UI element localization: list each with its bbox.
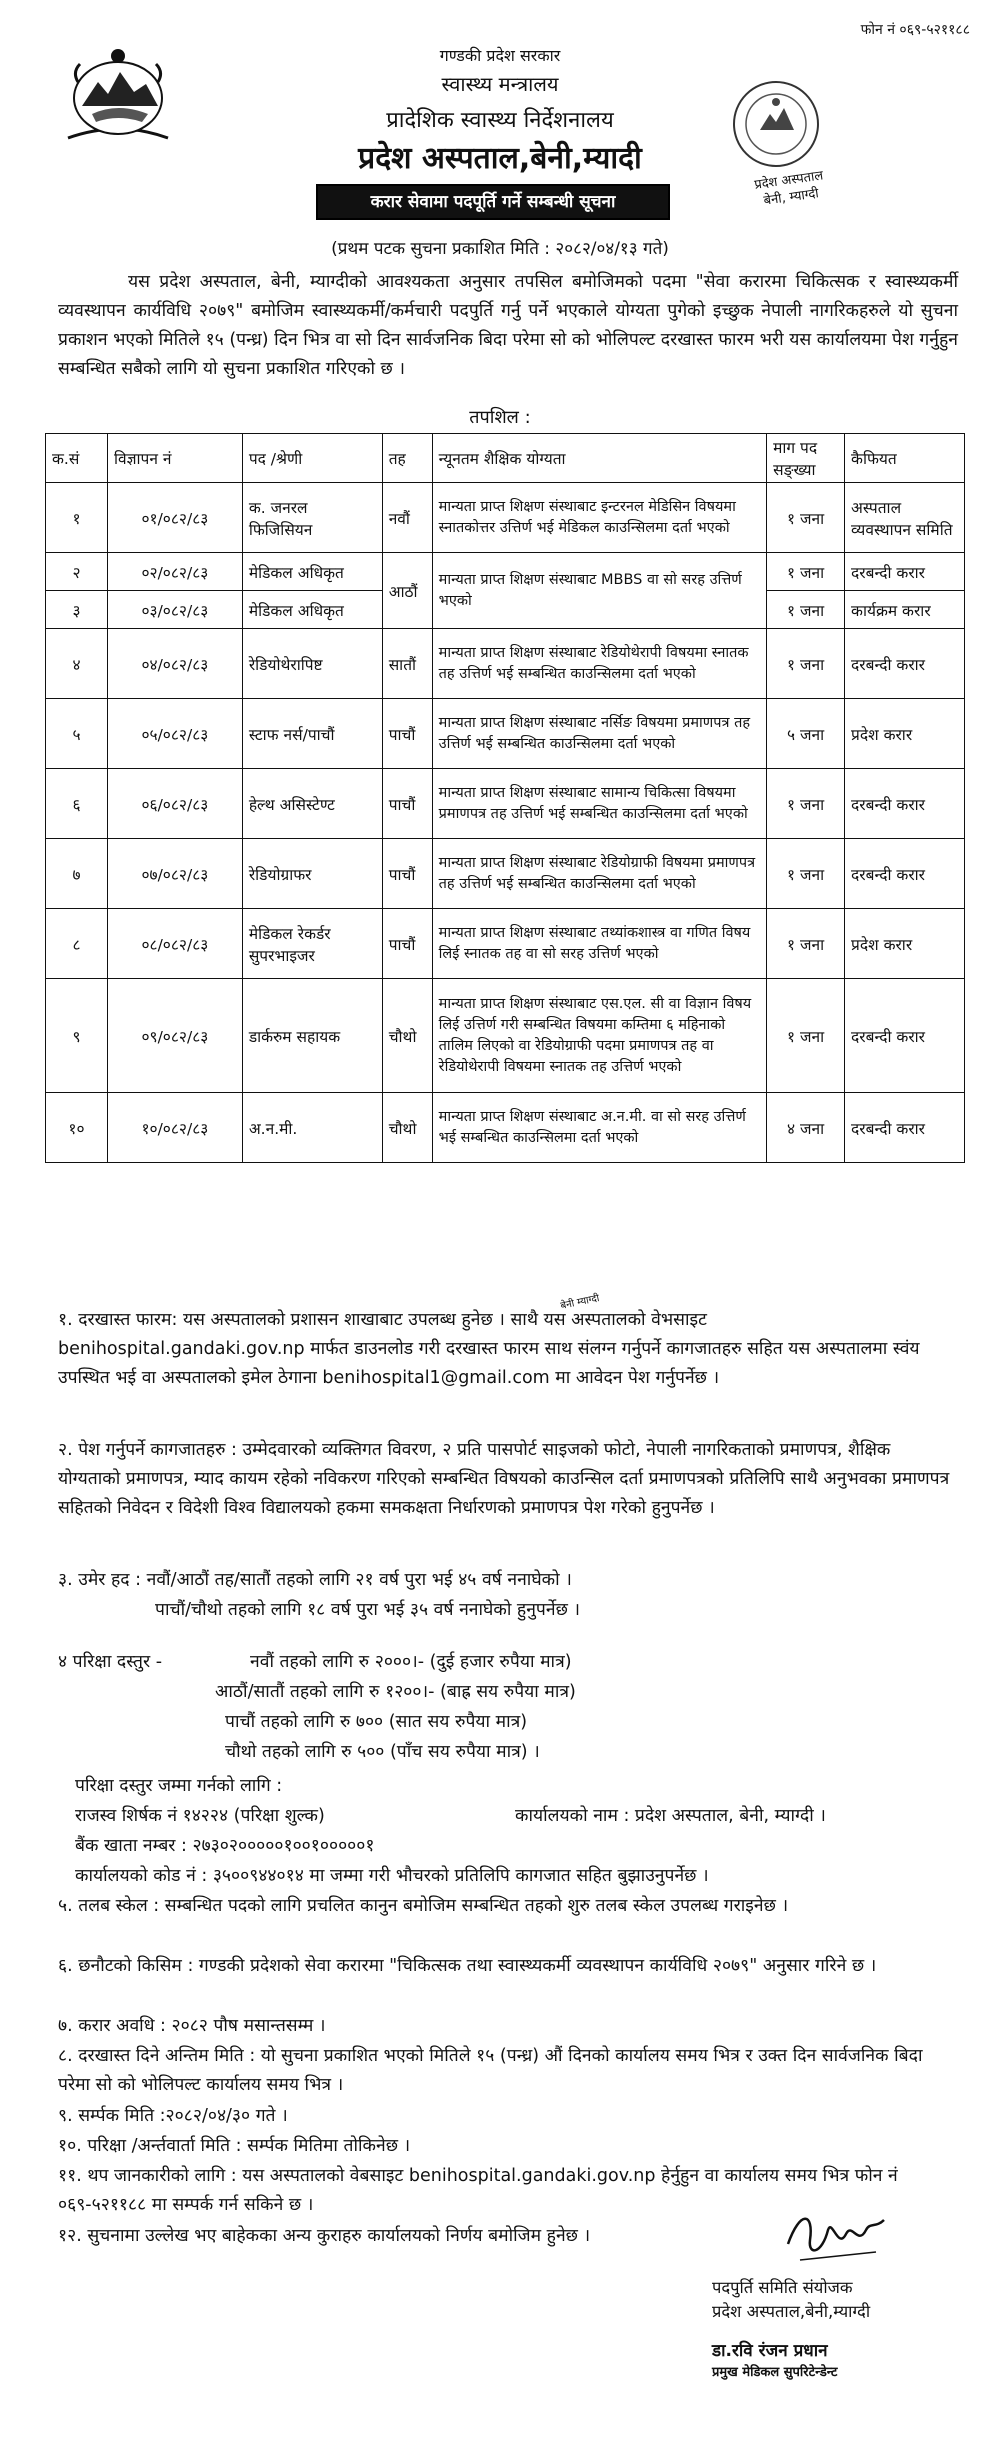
section-contact-date: ९. सर्म्पक मिति :२०८२/०४/३० गते । [58, 2106, 288, 2126]
table-row: १० १०/०८२/८३ अ.न.मी. चौथो मान्यता प्राप्त शिक्षण संस्थाबाट अ.न.मी. वा सो सरह उत्तिर्ण भई सम्बन्धित काउन्सिलमा दर्ता भएको ४ जना दरबन्दी करार [46, 1093, 965, 1163]
notice-title: करार सेवामा पदपूर्ति गर्ने सम्बन्धी सूचना [316, 184, 670, 220]
header-province: गण्डकी प्रदेश सरकार [439, 46, 561, 65]
section-selection: ६. छनौटको किसिम : गण्डकी प्रदेशको सेवा करारमा "चिकित्सक तथा स्वास्थ्यकर्मी व्यवस्थापन कार्यविधि २०७९" अनुसार गरिने छ । [58, 1956, 877, 1976]
fee-office-code: कार्यालयको कोड नं : ३५००९४४०१४ मा जम्मा गरी भौचरको प्रतिलिपि कागजात सहित बुझाउनुपर्नेछ । [75, 1866, 709, 1886]
section-salary-scale: ५. तलब स्केल : सम्बन्धित पदको लागि प्रचलित कानुन बमोजिम सम्बन्धित तहको शुरु तलब स्केल उपलब्ध गराइनेछ । [58, 1896, 789, 1916]
tapsil-label: तपशिल : [469, 407, 531, 428]
seal-text: प्रदेश अस्पताल बेनी, म्याग्दी [753, 168, 825, 209]
table-row: ४ ०४/०८२/८३ रेडियोथेरापिष्ट सातौं मान्यता प्राप्त शिक्षण संस्थाबाट रेडियोथेरापी विषयमा स्नातक तह उत्तिर्ण भई सम्बन्धित काउन्सिलमा दर्ता भएको १ जना दरबन्दी करार [46, 629, 965, 699]
col-level: तह [382, 434, 432, 483]
office-seal-icon [730, 78, 822, 170]
table-row: १ ०१/०८२/८३ क. जनरल फिजिसियन नवौं मान्यता प्राप्त शिक्षण संस्थाबाट इन्टरनल मेडिसिन विषयमा स्नातकोत्तर उत्तिर्ण भई मेडिकल काउन्सिलमा दर्ता भएको १ जना अस्पताल व्यवस्थापन समिति [46, 483, 965, 553]
fee-level-8-7: आठौं/सातौं तहको लागि रु १२००।- (बाह्र सय रुपैया मात्र) [215, 1682, 576, 1702]
fee-level-5: पाचौं तहको लागि रु ७०० (सात सय रुपैया मात्र) [225, 1712, 528, 1732]
col-count: माग पद सङ्ख्या [767, 434, 845, 483]
signatory-name: डा.रवि रंजन प्रधान [712, 2341, 828, 2361]
fee-office-name: कार्यालयको नाम : प्रदेश अस्पताल, बेनी, म्याग्दी । [515, 1806, 826, 1826]
phone-number: फोन नं ०६९-५२११८८ [860, 22, 970, 38]
fee-revenue-head: राजस्व शिर्षक नं १४२२४ (परिक्षा शुल्क) [75, 1806, 325, 1826]
fee-deposit-title: परिक्षा दस्तुर जम्मा गर्नको लागि : [75, 1776, 283, 1796]
section-exam-date: १०. परिक्षा /अर्न्तवार्ता मिति : सर्म्पक मितिमा तोकिनेछ । [58, 2136, 411, 2156]
header-hospital: प्रदेश अस्पताल,बेनी,म्यादी [358, 141, 642, 176]
table-header-row [46, 434, 965, 483]
header-directorate: प्रादेशिक स्वास्थ्य निर्देशनालय [386, 108, 614, 133]
section-application-form: १. दरखास्त फारम: यस अस्पतालको प्रशासन शाखाबाट उपलब्ध हुनेछ । साथै यस अस्पतालको वेभसाइट benihospital.gandaki.gov.np मार्फत डाउनलोड गरी दरखास्त फारम साथ संलग्न गर्नुपर्ने कागजातहरु सहित यस अस्पतालमा स्वंय उपस्थित भई वा अस्पतालको इमेल ठेगाना benihospital1@gmail.com मा आवेदन पेश गर्नुपर्नेछ । [58, 1310, 920, 1388]
col-post: पद /श्रेणी [242, 434, 382, 483]
col-sn: क.सं [46, 434, 108, 483]
signatory-office: प्रदेश अस्पताल,बेनी,म्याग्दी [712, 2302, 871, 2321]
table-row: ७ ०७/०८२/८३ रेडियोग्राफर पाचौं मान्यता प्राप्त शिक्षण संस्थाबाट रेडियोग्राफी विषयमा प्रमाणपत्र तह उत्तिर्ण भई सम्बन्धित काउन्सिलमा दर्ता भएको १ जना दरबन्दी करार [46, 839, 965, 909]
table-row: २ ०२/०८२/८३ मेडिकल अधिकृत आठौं मान्यता प्राप्त शिक्षण संस्थाबाट MBBS वा सो सरह उत्तिर्ण भएको १ जना दरबन्दी करार [46, 553, 965, 591]
fee-level-4: चौथो तहको लागि रु ५०० (पाँच सय रुपैया मात्र) । [225, 1742, 540, 1762]
table-row: ९ ०९/०८२/८३ डार्करुम सहायक चौथो मान्यता प्राप्त शिक्षण संस्थाबाट एस.एल. सी वा विज्ञान विषय लिई उत्तिर्ण गरी सम्बन्धित विषयमा कम्तिमा ६ महिनाको तालिम लिएको वा रेडियोग्राफी पदमा प्रमाणपत्र तह वा रेडियोथेरापी विषयमा स्नातक तह उत्तिर्ण भएको १ जना दरबन्दी करार [46, 979, 965, 1093]
section-age-limit-1: ३. उमेर हद : नवौं/आठौं तह/सातौं तहको लागि २१ वर्ष पुरा भई ४५ वर्ष ननाघेको । [58, 1570, 572, 1590]
col-qualification: न्यूनतम शैक्षिक योग्यता [432, 434, 766, 483]
table-row: ५ ०५/०८२/८३ स्टाफ नर्स/पाचौं पाचौं मान्यता प्राप्त शिक्षण संस्थाबाट नर्सिङ विषयमा प्रमाणपत्र तह उत्तिर्ण भई सम्बन्धित काउन्सिलमा दर्ता भएको ५ जना प्रदेश करार [46, 699, 965, 769]
publish-date: (प्रथम पटक सुचना प्रकाशित मिति : २०८२/०४/१३ गते) [331, 239, 669, 259]
intro-paragraph: यस प्रदेश अस्पताल, बेनी, म्याग्दीको आवश्यकता अनुसार तपसिल बमोजिमको पदमा "सेवा करारमा चिकित्सक र स्वास्थ्यकर्मी व्यवस्थापन कार्यविधि २०७९" बमोजिम स्वास्थ्यकर्मी/कर्मचारी पदपुर्ति गर्नु पर्ने भएकाले योग्यता पुगेको इच्छुक नेपाली नागरिकहरुले यो सुचना प्रकाशन भएको मितिले १५ (पन्ध्र) दिन भित्र वा सो दिन सार्वजनिक बिदा परेमा सो को भोलिपल्ट दरखास्त फारम भरी यस कार्यालयमा पेश गर्नुहुन सम्बन्धित सबैको लागि यो सुचना प्रकाशित गरिएको छ । [58, 272, 958, 379]
table-row: ६ ०६/०८२/८३ हेल्थ असिस्टेण्ट पाचौं मान्यता प्राप्त शिक्षण संस्थाबाट सामान्य चिकित्सा विषयमा प्रमाणपत्र तह उत्तिर्ण भई सम्बन्धित काउन्सिलमा दर्ता भएको १ जना दरबन्दी करार [46, 769, 965, 839]
vacancy-table [45, 433, 965, 1163]
col-remark: कैफियत [845, 434, 965, 483]
fee-level-9: नवौं तहको लागि रु २०००।- (दुई हजार रुपैया मात्र) [250, 1652, 572, 1672]
small-stamp: बेनी म्याग्दी [559, 1292, 601, 1312]
section-other: १२. सुचनामा उल्लेख भए बाहेकका अन्य कुराहरु कार्यालयको निर्णय बमोजिम हुनेछ । [58, 2226, 591, 2246]
signatory-role: पदपुर्ति समिति संयोजक प्रदेश अस्पताल,बेनी,म्याग्दी [712, 2276, 972, 2324]
section-age-limit-2: पाचौं/चौथो तहको लागि १८ वर्ष पुरा भई ३५ वर्ष ननाघेको हुनुपर्नेछ । [155, 1600, 581, 1620]
section-contract-period: ७. करार अवधि : २०८२ पौष मसान्तसम्म । [58, 2016, 326, 2036]
header-ministry: स्वास्थ्य मन्त्रालय [441, 72, 559, 96]
section-deadline: ८. दरखास्त दिने अन्तिम मिति : यो सुचना प्रकाशित भएको मितिले १५ (पन्ध्र) औं दिनको कार्यालय समय भित्र र उक्त दिन सार्वजनिक बिदा परेमा सो को भोलिपल्ट कार्यालय समय भित्र । [58, 2046, 923, 2095]
table-row: ३ ०३/०८२/८३ मेडिकल अधिकृत १ जना कार्यक्रम करार [46, 591, 965, 629]
col-ad-no: विज्ञापन नं [107, 434, 242, 483]
fee-bank-account: बैंक खाता नम्बर : २७३०२०००००१००१०००००१ [75, 1836, 375, 1856]
signature-icon [780, 2200, 890, 2270]
section-more-info: ११. थप जानकारीको लागि : यस अस्पतालको वेबसाइट benihospital.gandaki.gov.np हेर्नुहुन वा कार्यालय समय भित्र फोन नं ०६९-५२११८८ मा सम्पर्क गर्न सकिने छ । [58, 2166, 898, 2215]
table-row: ८ ०८/०८२/८३ मेडिकल रेकर्डर सुपरभाइजर पाचौं मान्यता प्राप्त शिक्षण संस्थाबाट तथ्यांकशास्त्र वा गणित विषय लिई स्नातक तह वा सो सरह उत्तिर्ण भएको १ जना प्रदेश करार [46, 909, 965, 979]
signatory-title: प्रमुख मेडिकल सुपरिटेन्डेन्ट [712, 2365, 838, 2380]
section-exam-fee-label: ४ परिक्षा दस्तुर - [58, 1652, 163, 1672]
section-documents: २. पेश गर्नुपर्ने कागजातहरु : उम्मेदवारको व्यक्तिगत विवरण, २ प्रति पासपोर्ट साइजको फोटो, नेपाली नागरिकताको प्रमाणपत्र, शैक्षिक योग्यताको प्रमाणपत्र, म्याद कायम रहेको नविकरण गरिएको सम्बन्धित विषयको काउन्सिल दर्ता प्रमाणपत्रको प्रतिलिपि साथै अनुभवका प्रमाणपत्र सहितको निवेदन र विदेशी विश्व विद्यालयको हकमा समकक्षता निर्धारणको प्रमाणपत्र पेश गरेको हुनुपर्नेछ । [58, 1440, 950, 1518]
